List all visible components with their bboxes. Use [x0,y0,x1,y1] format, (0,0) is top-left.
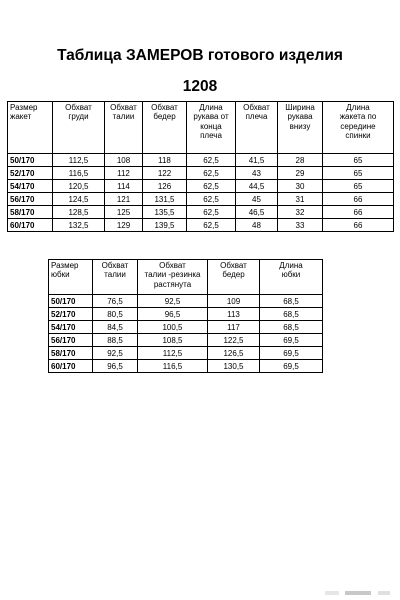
measurement-cell: 65 [323,167,394,180]
header-line: талии -резинка [144,270,201,280]
measurement-cell: 108,5 [138,334,208,347]
table-row [49,347,323,360]
measurement-cell: 116,5 [53,167,105,180]
table-row [49,360,323,373]
jacket-table-body [8,154,394,232]
measurement-cell: 120,5 [53,180,105,193]
header-line: юбки [51,270,70,280]
measurement-cell: 126,5 [208,347,260,360]
header-line: юбки [281,270,301,280]
skirt-measurements-table [48,259,323,373]
header-line: Обхват [101,261,129,270]
scrollbar-thumb[interactable] [345,591,371,595]
measurement-cell: 29 [278,167,323,180]
table-row [49,295,323,308]
measurement-cell: 121 [105,193,143,206]
table-row [8,206,394,219]
measurement-cell: 125 [105,206,143,219]
measurement-cell: 80,5 [93,308,138,321]
measurement-cell: 69,5 [260,334,323,347]
header-line: Обхват [243,103,270,112]
table-row [49,321,323,334]
header-line: Обхват [159,261,186,270]
measurement-cell: 132,5 [53,219,105,232]
header-line: Обхват [110,103,137,112]
measurement-cell: 139,5 [143,219,187,232]
table-row [8,167,394,180]
measurement-cell: 62,5 [187,193,236,206]
table-row [49,334,323,347]
header-line: плеча [200,131,222,141]
jacket-measurements-table [7,101,394,232]
header-line: рукава [287,112,313,122]
measurement-cell: 69,5 [260,347,323,360]
measurement-cell: 69,5 [260,360,323,373]
jacket-table-header-cell [187,102,236,154]
jacket-table-header-cell [236,102,278,154]
table-row [8,154,394,167]
measurement-cell: 41,5 [236,154,278,167]
skirt-table-header-cell [93,260,138,295]
jacket-table-header-cell [143,102,187,154]
jacket-table-header-cell [105,102,143,154]
header-line: конца [200,121,222,131]
measurement-cell: 129 [105,219,143,232]
size-cell: 56/170 [8,193,53,206]
header-line: спинки [345,131,371,141]
size-cell: 54/170 [8,180,53,193]
measurement-cell: 66 [323,219,394,232]
jacket-table-header-cell [8,102,53,154]
measurement-cell: 128,5 [53,206,105,219]
header-line: Размер [10,103,38,112]
measurement-cell: 126 [143,180,187,193]
header-line: середине [340,121,376,131]
skirt-table-header-cell [260,260,323,295]
measurement-cell: 76,5 [93,295,138,308]
measurement-cell: 96,5 [93,360,138,373]
measurement-cell: 31 [278,193,323,206]
size-cell: 50/170 [8,154,53,167]
jacket-header-row [8,102,394,154]
header-line: талии [112,112,135,122]
table-row [8,180,394,193]
header-line: плеча [245,112,268,122]
measurement-cell: 30 [278,180,323,193]
page-title: Таблица ЗАМЕРОВ готового изделия [57,47,343,64]
measurement-cell: 68,5 [260,308,323,321]
header-line: Длина [279,261,303,270]
measurement-cell: 92,5 [93,347,138,360]
measurement-cell: 131,5 [143,193,187,206]
measurement-cell: 109 [208,295,260,308]
measurement-cell: 112 [105,167,143,180]
measurement-cell: 84,5 [93,321,138,334]
skirt-table-header-cell [208,260,260,295]
measurement-cell: 33 [278,219,323,232]
skirt-table-header-cell [49,260,93,295]
header-line: растянута [153,279,192,289]
measurement-cell: 66 [323,193,394,206]
header-line: внизу [289,121,311,131]
header-line: жакета по [339,112,377,122]
measurement-cell: 66 [323,206,394,219]
measurement-cell: 112,5 [138,347,208,360]
header-line: Размер [51,261,79,270]
measurement-cell: 48 [236,219,278,232]
measurement-cell: 118 [143,154,187,167]
measurement-cell: 92,5 [138,295,208,308]
header-line: бедер [222,270,245,280]
header-line: Обхват [151,103,178,112]
measurement-cell: 124,5 [53,193,105,206]
scrollbar-fragment [325,591,339,595]
table-row [8,193,394,206]
header-line: Обхват [220,261,247,270]
table-row [49,308,323,321]
measurement-cell: 65 [323,180,394,193]
header-line: Обхват [65,103,92,112]
measurement-cell: 122,5 [208,334,260,347]
size-cell: 60/170 [49,360,93,373]
size-cell: 56/170 [49,334,93,347]
measurement-cell: 116,5 [138,360,208,373]
skirt-header-row [49,260,323,295]
jacket-table-header-cell [278,102,323,154]
measurement-cell: 68,5 [260,295,323,308]
size-cell: 52/170 [8,167,53,180]
measurement-cell: 62,5 [187,219,236,232]
measurement-cell: 46,5 [236,206,278,219]
header-line: Длина [346,103,370,112]
size-cell: 52/170 [49,308,93,321]
measurement-cell: 113 [208,308,260,321]
measurement-cell: 68,5 [260,321,323,334]
skirt-table-header-cell [138,260,208,295]
measurement-cell: 62,5 [187,154,236,167]
measurement-cell: 45 [236,193,278,206]
measurement-cell: 43 [236,167,278,180]
header-line: жакет [10,112,32,122]
measurement-cell: 96,5 [138,308,208,321]
size-cell: 54/170 [49,321,93,334]
measurement-cell: 130,5 [208,360,260,373]
header-line: рукава от [193,112,229,122]
measurement-cell: 62,5 [187,180,236,193]
header-line: бедер [153,112,176,122]
measurement-cell: 122 [143,167,187,180]
size-cell: 60/170 [8,219,53,232]
scrollbar-fragment [378,591,390,595]
size-cell: 58/170 [8,206,53,219]
measurement-cell: 44,5 [236,180,278,193]
skirt-table-body [49,295,323,373]
table-row [8,219,394,232]
header-line: Ширина [285,103,315,112]
measurement-cell: 108 [105,154,143,167]
measurement-cell: 62,5 [187,206,236,219]
measurement-cell: 88,5 [93,334,138,347]
model-code: 1208 [182,78,218,95]
jacket-table-header-cell [323,102,394,154]
measurement-cell: 135,5 [143,206,187,219]
size-cell: 58/170 [49,347,93,360]
measurement-cell: 28 [278,154,323,167]
measurement-cell: 65 [323,154,394,167]
header-line: Длина [199,103,223,112]
measurement-cell: 100,5 [138,321,208,334]
measurement-cell: 32 [278,206,323,219]
measurement-cell: 117 [208,321,260,334]
jacket-table-header-cell [53,102,105,154]
measurement-cell: 114 [105,180,143,193]
measurement-cell: 112,5 [53,154,105,167]
header-line: груди [68,112,89,122]
size-cell: 50/170 [49,295,93,308]
measurement-cell: 62,5 [187,167,236,180]
header-line: талии [104,270,126,280]
